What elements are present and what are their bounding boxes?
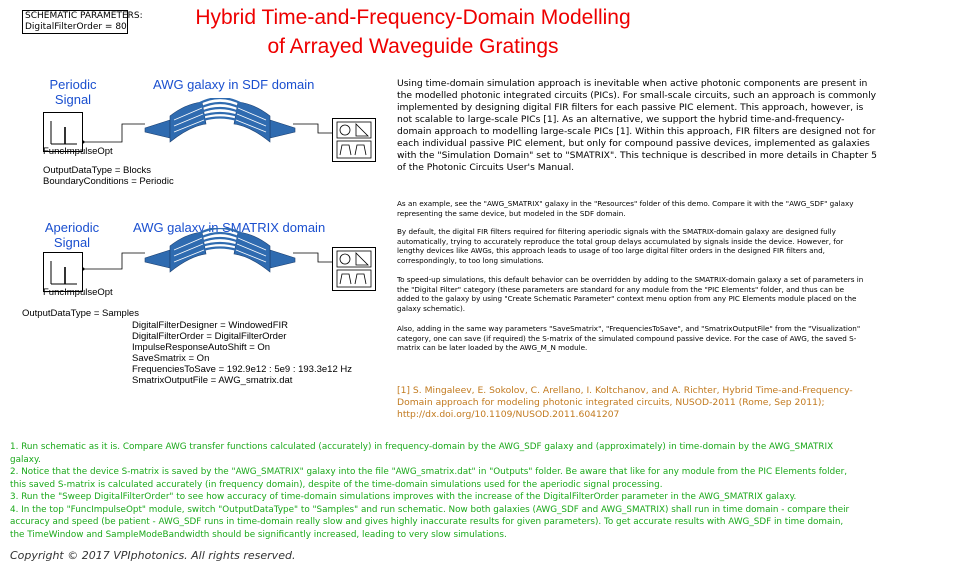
impulse-generator-icon [44,253,82,291]
instructions-list [10,441,850,541]
instruction-step: 3. Run the "Sweep DigitalFilterOrder" to see how accuracy of time-domain simulations improves with the increase of the DigitalFilterOrder parameter in the AWG_SMATRIX galaxy. [10,492,797,502]
schematic-parameter-value: DigitalFilterOrder = 80 [25,22,127,32]
awg-sdf-label: AWG galaxy in SDF domain [153,77,315,92]
copyright-notice: Copyright © 2017 VPIphotonics. All rights reserved. [10,549,296,562]
description-default-behavior: By default, the digital FIR filters required for filtering aperiodic signals with the SMATRIX-domain galaxy are designed fully automatically, trying to accurately reproduce the total group delays accumulated by signals inside the device. However, for lengthy devices like AWGs, this approach leads to usage of too large digital filter orders in the designed FIR filters and, correspondingly, to too long simulations. [397,227,844,265]
description-intro: Using time-domain simulation approach is inevitable when active photonic components are present in the modelled photonic integrated circuits (PICs). For small-scale circuits, such an approach is commonly implemented by designing digital FIR filters for each passive PIC element. This approach, however, is not scalable to large-scale PICs [1]. As an alternative, we support the hybrid time-and-frequency-domain approach to modelling large-scale PICs [1]. Within this approach, FIR filters are designed not for each individual passive PIC element, but only for compound passive devices, implemented as galaxies with the "Simulation Domain" set to "SMATRIX". This technique is described in more details in Chapter 5 of the Photonic Circuits User's Manual. [397,78,877,173]
smatrix-galaxy-params: DigitalFilterDesigner = WindowedFIR DigitalFilterOrder = DigitalFilterOrder ImpulseResponseAutoShift = On SaveSmatrix = On FrequenciesToSave = 192.9e12 : 5e9 : 193.3e12 Hz SmatrixOutputFile = AWG_smatrix.dat [132,320,352,386]
awg-galaxy-icon[interactable] [140,98,300,168]
instruction-step: 4. In the top "FuncImpulseOpt" module, switch "OutputDataType" to "Samples" and run schematic. Now both galaxies (AWG_SDF and AWG_SMATRIX) shall run in time domain - compare their accuracy and speed (be patient - AWG_SDF runs in time-domain really slow and gives highly inaccurate results for given parameters). To get accurate results with AWG_SDF in time domain, the TimeWindow and SampleModeBandwidth should be significantly increased, leading to very slow simulations. [10,504,850,540]
awg-galaxy-icon[interactable] [140,228,300,298]
schematic-parameters-header: SCHEMATIC PARAMETERS: [25,11,143,21]
func-impulse-module-bottom[interactable] [43,252,83,292]
description-example: As an example, see the "AWG_SMATRIX" galaxy in the "Resources" folder of this demo. Compare it with the "AWG_SDF" galaxy representing the same device, but modeled in the SDF domain. [397,199,854,218]
instruction-step: 2. Notice that the device S-matrix is saved by the "AWG_SMATRIX" galaxy into the file "AWG_smatrix.dat" in "Outputs" folder. Be aware that like for any module from the PIC Elements folder, this saved S-matrix is calculated accurately (in frequency domain), despite of the time-domain simulations used for the aperiodic signal processing. [10,467,848,490]
title-line-2: of Arrayed Waveguide Gratings [267,35,559,58]
bottom-output-type: OutputDataType = Samples [22,308,139,319]
reference-citation[interactable]: [1] S. Mingaleev, E. Sokolov, C. Arellano, I. Koltchanov, and A. Richter, Hybrid Time-and-Frequency-Domain approach for modeling photonic integrated circuits, NUSOD-2011 (Rome, Sep 2011); http://dx.doi.org/10.1109/NUSOD.2011.6041207 [397,385,853,420]
func-impulse-label-bottom: FuncImpulseOpt [43,287,113,298]
description-speed-up: To speed-up simulations, this default behavior can be overridden by adding to the SMATRIX-domain galaxy a set of parameters in the "Digital Filter" category (these parameters are standard for any module from the "PIC Elements" folder, and thus can be added to the galaxy by using "Create Schematic Parameter" context menu option from any PIC Elements module placed on the galaxy schematic). [397,275,864,313]
visualizer-icon [333,248,375,290]
visualizer-module-bottom[interactable] [332,247,376,291]
visualizer-icon [333,119,375,161]
top-module-params: OutputDataType = Blocks BoundaryConditions = Periodic [43,165,174,187]
instruction-step: 1. Run schematic as it is. Compare AWG transfer functions calculated (accurately) in frequency-domain by the AWG_SDF galaxy and (approximately) in time-domain by the AWG_SMATRIX galaxy. [10,442,834,465]
periodic-signal-label: Periodic Signal [49,77,97,107]
func-impulse-label-top: FuncImpulseOpt [43,146,113,157]
description-save-smatrix: Also, adding in the same way parameters "SaveSmatrix", "FrequenciesToSave", and "SmatrixOutputFile" from the "Visualization" category, one can save (if required) the S-matrix of the simulated compound passive device. For the case of AWG, the saved S-matrix can be later loaded by the AWG_M_N module. [397,324,861,352]
visualizer-module-top[interactable] [332,118,376,162]
aperiodic-signal-label: Aperiodic Signal [44,220,100,250]
awg-smatrix-label: AWG galaxy in SMATRIX domain [133,220,326,235]
title-line-1: Hybrid Time-and-Frequency-Domain Modelling [195,6,631,29]
